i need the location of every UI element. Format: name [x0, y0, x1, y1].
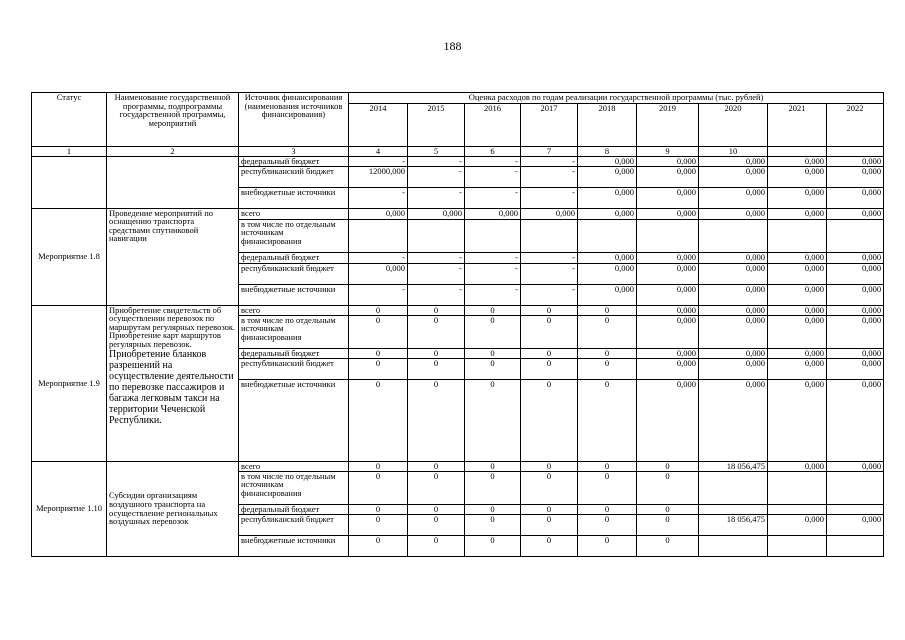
value-cell: 0,000: [827, 514, 884, 535]
status-cell: [32, 156, 107, 208]
value-cell: -: [349, 156, 408, 166]
source-cell: в том числе по отдельным источникам финансирования: [239, 315, 349, 348]
source-cell: республиканский бюджет: [239, 358, 349, 379]
header-name: Наименование государственной программы, подпрограммы государственной программы, мероприятий: [107, 93, 239, 147]
value-cell: 0: [349, 315, 408, 348]
year-cell: 2021: [768, 104, 827, 147]
source-cell: внебюджетные источники: [239, 187, 349, 208]
value-cell: 0: [408, 379, 465, 461]
value-cell: [465, 219, 521, 252]
value-cell: [827, 219, 884, 252]
value-cell: -: [408, 156, 465, 166]
value-cell: -: [349, 187, 408, 208]
value-cell: 0: [349, 358, 408, 379]
value-cell: -: [521, 187, 578, 208]
value-cell: 0,000: [578, 263, 637, 284]
value-cell: 0: [637, 514, 699, 535]
value-cell: 0: [465, 535, 521, 556]
value-cell: 0,000: [637, 187, 699, 208]
value-cell: 0: [408, 535, 465, 556]
measure-name: Субсидии организациям воздушного транспорта на осуществление региональных воздушных перевозок: [109, 490, 218, 527]
row-total: [32, 461, 884, 471]
value-cell: 0,000: [768, 187, 827, 208]
value-cell: 0: [408, 504, 465, 514]
header-source: Источник финансирования (наименования источников финансирования): [239, 93, 349, 147]
value-cell: 0,000: [637, 315, 699, 348]
col-number: 1: [32, 147, 107, 157]
year-cell: 2020: [699, 104, 768, 147]
header-status: Статус: [32, 93, 107, 147]
value-cell: 0: [521, 348, 578, 358]
status-cell: Мероприятие 1.10: [32, 461, 107, 556]
measure-name-continued: Приобретение бланков разрешений на осуществление деятельности по перевозке пассажиров и багажа легковым такси на территории Чеченской Республики.: [109, 348, 234, 426]
col-number: 4: [349, 147, 408, 157]
year-cell: 2019: [637, 104, 699, 147]
value-cell: 0,000: [768, 305, 827, 315]
value-cell: -: [408, 284, 465, 305]
value-cell: -: [521, 284, 578, 305]
value-cell: 0: [578, 471, 637, 504]
value-cell: 0,000: [637, 348, 699, 358]
value-cell: 0: [349, 535, 408, 556]
value-cell: 0,000: [768, 208, 827, 219]
value-cell: 0: [465, 358, 521, 379]
year-cell: 2016: [465, 104, 521, 147]
value-cell: [827, 535, 884, 556]
source-cell: в том числе по отдельным источникам финансирования: [239, 219, 349, 252]
value-cell: 0: [637, 535, 699, 556]
value-cell: 0,000: [637, 252, 699, 263]
value-cell: 18 056,475: [699, 514, 768, 535]
year-cell: 2015: [408, 104, 465, 147]
value-cell: 0: [521, 305, 578, 315]
value-cell: [768, 471, 827, 504]
value-cell: 0: [521, 514, 578, 535]
budget-table: [31, 92, 884, 557]
measure-name: Проведение мероприятий по оснащению транспорта средствами спутниковой навигации: [109, 208, 214, 244]
value-cell: 0: [578, 514, 637, 535]
value-cell: -: [521, 252, 578, 263]
value-cell: [768, 219, 827, 252]
value-cell: 0,000: [699, 358, 768, 379]
value-cell: [768, 535, 827, 556]
value-cell: 0,000: [827, 348, 884, 358]
value-cell: -: [349, 252, 408, 263]
value-cell: 0: [349, 514, 408, 535]
value-cell: 0: [521, 504, 578, 514]
value-cell: 0: [465, 348, 521, 358]
value-cell: 0: [578, 379, 637, 461]
value-cell: 0,000: [699, 252, 768, 263]
value-cell: 0,000: [578, 187, 637, 208]
value-cell: [699, 219, 768, 252]
value-cell: 0: [521, 379, 578, 461]
value-cell: 0,000: [827, 315, 884, 348]
value-cell: 0: [465, 514, 521, 535]
value-cell: 0: [465, 379, 521, 461]
value-cell: [408, 219, 465, 252]
value-cell: 0,000: [699, 208, 768, 219]
value-cell: -: [349, 284, 408, 305]
year-cell: 2022: [827, 104, 884, 147]
col-number: 3: [239, 147, 349, 157]
value-cell: 0,000: [578, 156, 637, 166]
measure-name-cell: [107, 156, 239, 208]
measure-name-cell: [107, 305, 239, 461]
value-cell: 0,000: [637, 358, 699, 379]
value-cell: 0,000: [699, 187, 768, 208]
value-cell: 0,000: [699, 379, 768, 461]
source-cell: федеральный бюджет: [239, 156, 349, 166]
value-cell: 0,000: [827, 263, 884, 284]
value-cell: 0,000: [827, 358, 884, 379]
value-cell: 0: [521, 358, 578, 379]
value-cell: 0,000: [637, 208, 699, 219]
value-cell: -: [465, 284, 521, 305]
value-cell: [699, 504, 768, 514]
value-cell: 0,000: [827, 305, 884, 315]
page-number: 188: [443, 39, 462, 53]
col-number: 8: [578, 147, 637, 157]
value-cell: 0: [578, 305, 637, 315]
value-cell: [578, 219, 637, 252]
value-cell: 0,000: [699, 305, 768, 315]
source-cell: федеральный бюджет: [239, 252, 349, 263]
value-cell: 0,000: [827, 252, 884, 263]
value-cell: 0,000: [768, 263, 827, 284]
source-cell: федеральный бюджет: [239, 504, 349, 514]
value-cell: 0: [408, 471, 465, 504]
value-cell: 0: [521, 471, 578, 504]
value-cell: 0,000: [521, 208, 578, 219]
value-cell: 0,000: [349, 263, 408, 284]
value-cell: -: [465, 263, 521, 284]
value-cell: 0,000: [827, 284, 884, 305]
status-cell: Мероприятие 1.8: [32, 208, 107, 305]
value-cell: 0,000: [637, 379, 699, 461]
value-cell: 0,000: [699, 166, 768, 187]
value-cell: 0: [408, 358, 465, 379]
value-cell: 0: [349, 348, 408, 358]
value-cell: 0,000: [578, 252, 637, 263]
value-cell: 0,000: [699, 284, 768, 305]
source-cell: внебюджетные источники: [239, 284, 349, 305]
value-cell: 0: [349, 379, 408, 461]
source-cell: всего: [239, 305, 349, 315]
value-cell: 12000,000: [349, 166, 408, 187]
value-cell: -: [465, 166, 521, 187]
value-cell: -: [521, 156, 578, 166]
value-cell: 0,000: [768, 358, 827, 379]
value-cell: -: [465, 156, 521, 166]
source-cell: федеральный бюджет: [239, 348, 349, 358]
value-cell: 0: [578, 461, 637, 471]
value-cell: -: [408, 187, 465, 208]
source-cell: республиканский бюджет: [239, 263, 349, 284]
value-cell: [521, 219, 578, 252]
header-row-1: [32, 93, 884, 104]
col-number: 10: [699, 147, 768, 157]
value-cell: [827, 504, 884, 514]
value-cell: 0,000: [768, 315, 827, 348]
value-cell: 0,000: [578, 284, 637, 305]
value-cell: 0,000: [699, 315, 768, 348]
value-cell: 0: [637, 461, 699, 471]
value-cell: 0,000: [768, 461, 827, 471]
header-row-numbers: [32, 147, 884, 157]
value-cell: 0,000: [637, 156, 699, 166]
value-cell: 0: [521, 535, 578, 556]
col-number: 9: [637, 147, 699, 157]
value-cell: 0,000: [465, 208, 521, 219]
status-cell: Мероприятие 1.9: [32, 305, 107, 461]
source-cell: внебюджетные источники: [239, 379, 349, 461]
value-cell: 0: [408, 305, 465, 315]
value-cell: 0: [349, 504, 408, 514]
value-cell: [827, 471, 884, 504]
value-cell: 0,000: [768, 252, 827, 263]
value-cell: 0: [465, 504, 521, 514]
col-number: 6: [465, 147, 521, 157]
value-cell: 0,000: [768, 514, 827, 535]
year-cell: 2017: [521, 104, 578, 147]
measure-name: Приобретение свидетельств об осуществлении перевозок по маршрутам регулярных перевозок. Приобретение карт маршрутов регулярных перевозок.: [109, 305, 236, 349]
value-cell: 0: [578, 358, 637, 379]
value-cell: -: [408, 166, 465, 187]
value-cell: 0: [465, 315, 521, 348]
value-cell: 0,000: [827, 156, 884, 166]
value-cell: 0,000: [637, 166, 699, 187]
value-cell: -: [408, 263, 465, 284]
value-cell: -: [408, 252, 465, 263]
value-cell: 0,000: [768, 284, 827, 305]
value-cell: [349, 219, 408, 252]
value-cell: 0,000: [827, 166, 884, 187]
value-cell: -: [521, 263, 578, 284]
header-estimate: Оценка расходов по годам реализации государственной программы (тыс. рублей): [349, 93, 884, 104]
source-cell: внебюджетные источники: [239, 535, 349, 556]
value-cell: 0,000: [827, 379, 884, 461]
source-cell: всего: [239, 208, 349, 219]
value-cell: [699, 535, 768, 556]
value-cell: -: [465, 187, 521, 208]
value-cell: 0: [521, 315, 578, 348]
value-cell: 0: [578, 535, 637, 556]
source-cell: республиканский бюджет: [239, 166, 349, 187]
value-cell: 0,000: [699, 263, 768, 284]
value-cell: 0: [408, 461, 465, 471]
value-cell: [699, 471, 768, 504]
value-cell: [637, 219, 699, 252]
value-cell: 0,000: [827, 208, 884, 219]
value-cell: 0,000: [578, 208, 637, 219]
value-cell: 0,000: [827, 187, 884, 208]
row-total: [32, 208, 884, 219]
measure-name-cell: [107, 461, 239, 556]
value-cell: 0,000: [768, 156, 827, 166]
value-cell: 0,000: [768, 348, 827, 358]
value-cell: 0,000: [768, 166, 827, 187]
source-cell: республиканский бюджет: [239, 514, 349, 535]
value-cell: 0: [408, 348, 465, 358]
col-number: 5: [408, 147, 465, 157]
value-cell: 0,000: [637, 284, 699, 305]
value-cell: 0: [578, 504, 637, 514]
value-cell: 0: [578, 348, 637, 358]
source-cell: всего: [239, 461, 349, 471]
value-cell: 0,000: [408, 208, 465, 219]
value-cell: 0,000: [349, 208, 408, 219]
value-cell: 0,000: [827, 461, 884, 471]
source-cell: в том числе по отдельным источникам финансирования: [239, 471, 349, 504]
col-number: 7: [521, 147, 578, 157]
value-cell: 0: [349, 305, 408, 315]
year-cell: 2014: [349, 104, 408, 147]
value-cell: [768, 504, 827, 514]
value-cell: 0,000: [768, 379, 827, 461]
value-cell: 0: [578, 315, 637, 348]
value-cell: 0: [637, 471, 699, 504]
value-cell: 0: [408, 315, 465, 348]
value-cell: 0,000: [637, 305, 699, 315]
value-cell: 0: [521, 461, 578, 471]
value-cell: 0: [637, 504, 699, 514]
col-number: [827, 147, 884, 157]
value-cell: 18 056,475: [699, 461, 768, 471]
value-cell: 0: [465, 471, 521, 504]
value-cell: 0: [349, 471, 408, 504]
measure-name-cell: [107, 208, 239, 305]
row-federal: [32, 156, 884, 166]
value-cell: 0,000: [637, 263, 699, 284]
value-cell: 0: [465, 461, 521, 471]
value-cell: 0,000: [699, 156, 768, 166]
value-cell: 0,000: [578, 166, 637, 187]
value-cell: 0,000: [699, 348, 768, 358]
col-number: [768, 147, 827, 157]
value-cell: 0: [349, 461, 408, 471]
value-cell: -: [465, 252, 521, 263]
year-cell: 2018: [578, 104, 637, 147]
value-cell: 0: [408, 514, 465, 535]
row-total: [32, 305, 884, 315]
value-cell: -: [521, 166, 578, 187]
value-cell: 0: [465, 305, 521, 315]
col-number: 2: [107, 147, 239, 157]
